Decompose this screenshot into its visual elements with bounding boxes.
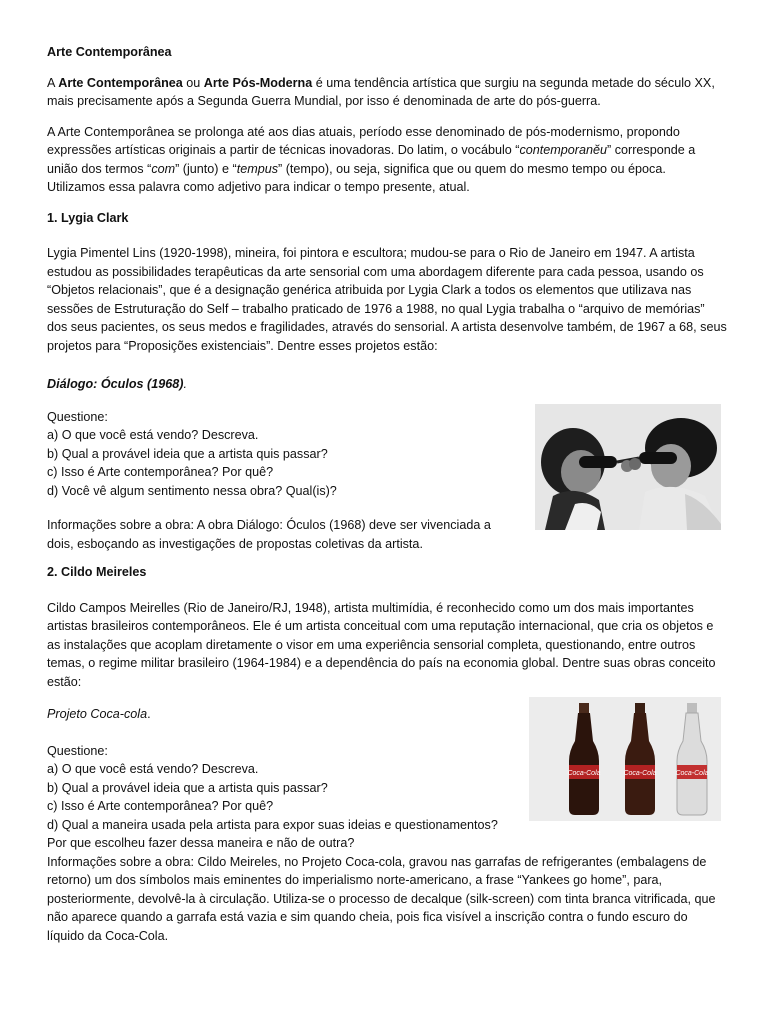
projeto-coca-cola-photo: [529, 697, 721, 821]
section-heading-cildo-meireles: 2. Cildo Meireles: [47, 565, 147, 579]
intro-paragraph-1: A Arte Contemporânea ou Arte Pós-Moderna é uma tendência artística que surgiu na segunda metade do século XX, mais precisamente após a Segunda Guerra Mundial, por isso é denominada de arte do pós-guerra.: [47, 75, 715, 108]
work-title-projeto-coca-cola: Projeto Coca-cola.: [47, 707, 151, 721]
lygia-questions-block: [47, 408, 727, 554]
bottle-label-3: Coca-Cola: [675, 770, 709, 777]
section-heading-lygia-clark: 1. Lygia Clark: [47, 210, 129, 225]
bottle-label-2: Coca-Cola: [623, 770, 657, 777]
question-2c: c) Isso é Arte contemporânea? Por quê?: [47, 799, 274, 813]
cildo-questions-block: [47, 705, 727, 945]
document-page: [47, 43, 727, 945]
questions-label-2: Questione:: [47, 743, 108, 758]
question-1a: a) O que você está vendo? Descreva.: [47, 428, 259, 442]
question-2d: d) Qual a maneira usada pela artista para expor suas ideias e questionamentos?: [47, 817, 498, 832]
intro-paragraph-2: A Arte Contemporânea se prolonga até aos dias atuais, período esse denominado de pós-modernismo, propondo expressões artísticas originais a partir de técnicas inovadoras. Do latim, o vocábulo “contemporanĕu” corresponde a união dos termos “com” (junto) e “tempus” (tempo), ou seja, significa que ou quem do mesmo tempo ou época. Utilizamos essa palavra como adjetivo para indicar o tempo presente, atual.: [47, 124, 696, 194]
document-title: Arte Contemporânea: [47, 45, 172, 59]
bottle-label-1: Coca-Cola: [567, 770, 601, 777]
cildo-meireles-bio: Cildo Campos Meirelles (Rio de Janeiro/RJ, 1948), artista multimídia, é reconhecido como um dos mais importantes artistas brasileiros contemporâneos. Ele é um artista conceitual com uma reputação internacional, que cria os objetos e as instalações que acoplam diretamente o visor em uma experiência sensorial completa, questionando, entre outros temas, o regime militar brasileiro (1964-1984) e a dependência do país na economia global. Dentre suas obras conceito estão:: [47, 600, 716, 689]
dialogo-oculos-info: Informações sobre a obra: A obra Diálogo: Óculos (1968) deve ser vivenciada a dois, esboçando as investigações de propostas coletivas da artista.: [47, 518, 491, 551]
work-title-dialogo-oculos: Diálogo: Óculos (1968).: [47, 377, 187, 391]
question-2a: a) O que você está vendo? Descreva.: [47, 762, 259, 776]
question-1b: b) Qual a provável ideia que a artista quis passar?: [47, 446, 328, 461]
lygia-clark-bio: Lygia Pimentel Lins (1920-1998), mineira, foi pintora e escultora; mudou-se para o Rio de Janeiro em 1947. A artista estudou as possibilidades terapêuticas da arte sensorial com uma abordagem diferente para cada pessoa, usando os “Objetos relacionais”, que é a designação genérica atribuida por Lygia Clark a todos os elementos que utilizava nas sessões de Estruturação do Self – trabalho praticado de 1976 a 1988, no qual Lygia trabalha o “arquivo de memórias” dos seus pacientes, os seus medos e fragilidades, através do sensorial. A artista desenvolve também, de 1967 a 68, seus projetos para “Proposições existenciais”. Dentre esses projetos estão:: [47, 246, 727, 353]
question-2d-cont: Por que escolheu fazer dessa maneira e não de outra?: [47, 836, 355, 850]
question-1d: d) Você vê algum sentimento nessa obra? Qual(is)?: [47, 483, 337, 498]
coca-cola-info: Informações sobre a obra: Cildo Meireles, no Projeto Coca-cola, gravou nas garrafas de refrigerantes (embalagens de retorno) um dos símbolos mais eminentes do imperialismo norte-americano, a frase “Yankees go home”, para, posteriormente, devolvê-la à circulação. Utiliza-se o processo de decalque (silk-screen) com tinta branca vitrificada, que não aparece quando a garrafa está vazia e sim quando cheia, pois fica visível a inscrição contra o fundo escuro do líquido da Coca-Cola.: [47, 854, 716, 943]
questions-label-1: Questione:: [47, 409, 108, 424]
dialogo-oculos-photo: [535, 404, 721, 530]
question-1c: c) Isso é Arte contemporânea? Por quê?: [47, 465, 274, 479]
question-2b: b) Qual a provável ideia que a artista quis passar?: [47, 780, 328, 795]
